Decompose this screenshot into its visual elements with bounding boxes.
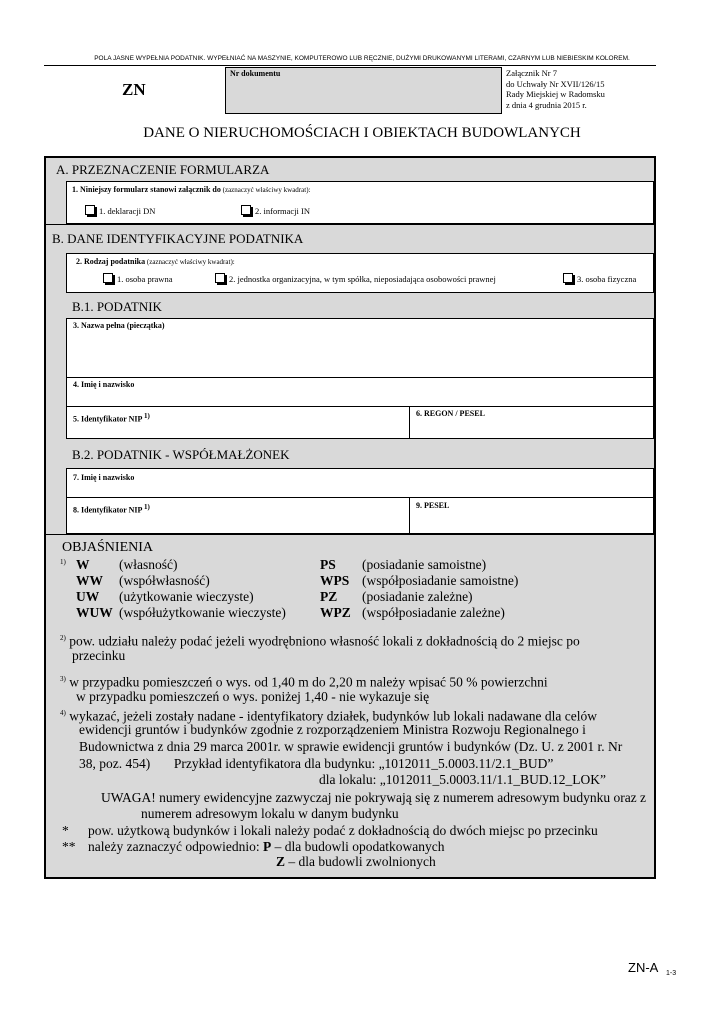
abbr-desc: (własność) xyxy=(119,557,178,572)
note-4-line3: Budownictwa z dnia 29 marca 2001r. w sprawie ewidencji gruntów i budynków (Dz. U. z 2001 r. Nr xyxy=(79,739,623,754)
note-3 xyxy=(60,671,548,691)
checkbox-icon[interactable] xyxy=(103,273,113,283)
note-4-line1: wykazać, jeżeli zostały nadane - identyfikatory działek, budynków lub lokali nadawane dla celów xyxy=(65,708,598,724)
option-dn-label: 1. deklaracji DN xyxy=(99,206,156,216)
checkbox-icon[interactable] xyxy=(85,205,95,215)
footer-page: 1-3 xyxy=(666,970,677,977)
p-code: P xyxy=(263,839,272,854)
option-organizational-unit-label: 2. jednostka organizacyjna, w tym spółka, nieposiadająca osobowości prawnej xyxy=(229,274,496,284)
abbr-desc: (posiadanie samoistne) xyxy=(362,557,487,572)
z-code: Z xyxy=(276,854,286,869)
option-organizational-unit[interactable] xyxy=(215,273,496,284)
star1-text: pow. użytkową budynków i lokali należy podać z dokładnością do dwóch miejsc po przecinku xyxy=(88,823,598,838)
field-7-label: 7. Imię i nazwisko xyxy=(73,473,135,482)
option-legal-person-label: 1. osoba prawna xyxy=(117,274,173,284)
field-2-note: (zaznaczyć właściwy kwadrat): xyxy=(145,258,235,266)
divider xyxy=(46,534,654,535)
note-2-line2: przecinku xyxy=(72,648,126,663)
note-3-line1: w przypadku pomieszczeń o wys. od 1,40 m do 2,20 m należy wpisać 50 % powierzchni xyxy=(65,674,548,690)
note-2-line1: pow. udziału należy podać jeżeli wyodrębniono własność lokali z dokładnością do 2 miejsc po xyxy=(65,633,580,649)
field-3-label: 3. Nazwa pełna (pieczątka) xyxy=(73,321,165,330)
field-4-label: 4. Imię i nazwisko xyxy=(73,380,135,389)
section-b1-title: B.1. PODATNIK xyxy=(72,299,162,314)
abbr-code: UW xyxy=(76,589,100,604)
attachment-line2: do Uchwały Nr XVII/126/15 xyxy=(506,78,605,89)
sup-1: 1) xyxy=(60,558,66,566)
option-dn[interactable] xyxy=(85,205,155,216)
section-a-title: A. PRZEZNACZENIE FORMULARZA xyxy=(56,162,270,177)
checkbox-icon[interactable] xyxy=(215,273,225,283)
abbr-code: PS xyxy=(320,557,336,572)
doc-number-label: Nr dokumentu xyxy=(230,69,281,78)
field-1-note: (zaznaczyć właściwy kwadrat): xyxy=(220,186,311,194)
explanations-title: OBJAŚNIENIA xyxy=(62,540,153,555)
abbr-code: WPS xyxy=(320,573,350,588)
attachment-line1: Załącznik Nr 7 xyxy=(506,68,557,78)
p-text: – dla budowli opodatkowanych xyxy=(271,839,445,854)
z-line xyxy=(276,854,436,870)
abbr-desc: (współużytkowanie wieczyste) xyxy=(119,605,286,620)
warning-line1: UWAGA! numery ewidencyjne zazwyczaj nie pokrywają się z numerem adresowym budynku oraz z xyxy=(101,790,647,805)
field-9-box[interactable] xyxy=(409,497,654,534)
field-5-sup: 1) xyxy=(143,412,150,420)
field-9-label: 9. PESEL xyxy=(416,501,450,510)
field-6-box[interactable] xyxy=(409,406,654,439)
abbr-desc: (współposiadanie zależne) xyxy=(362,605,505,620)
abbr-code: W xyxy=(76,557,90,572)
field-5-label: 5. Identyfikator NIP xyxy=(73,414,144,424)
attachment-line3: Rady Miejskiej w Radomsku xyxy=(506,89,605,99)
field-4-box[interactable] xyxy=(66,377,654,407)
field-2-box xyxy=(66,253,654,293)
abbr-desc: (współwłasność) xyxy=(119,573,210,588)
option-natural-person[interactable] xyxy=(563,273,636,284)
sup-3: 3) xyxy=(60,675,66,683)
section-b-title: B. DANE IDENTYFIKACYJNE PODATNIKA xyxy=(52,231,304,246)
divider xyxy=(46,224,654,225)
abbr-code: WUW xyxy=(76,605,113,620)
abbr-code: PZ xyxy=(320,589,338,604)
sup-2: 2) xyxy=(60,634,66,642)
note-4-line5: dla lokalu: „1012011_5.0003.11/1.1_BUD.12_LOK” xyxy=(319,772,606,787)
section-b2-title: B.2. PODATNIK - WSPÓŁMAŁŻONEK xyxy=(72,447,290,462)
field-6-label: 6. REGON / PESEL xyxy=(416,409,485,418)
star2-mark: ** xyxy=(62,839,76,854)
abbr-code: WPZ xyxy=(320,605,351,620)
field-1-box xyxy=(66,181,654,224)
star2-line xyxy=(88,839,445,855)
attachment-info xyxy=(506,68,605,110)
top-notice: POLA JASNE WYPEŁNIA PODATNIK. WYPEŁNIAĆ NA MASZYNIE, KOMPUTEROWO LUB RĘCZNIE, DUŻYMI DRUKOWANYMI LITERAMI, CZARNYM LUB NIEBIESKIM KOLOREM. xyxy=(94,55,630,62)
field-3-box[interactable] xyxy=(66,318,654,378)
field-2-label: 2. Rodzaj podatnika xyxy=(76,257,146,266)
field-8-box[interactable] xyxy=(66,497,410,534)
star2-text: należy zaznaczyć odpowiednio: xyxy=(88,839,264,854)
footer-code: ZN-A xyxy=(628,960,659,975)
option-legal-person[interactable] xyxy=(103,273,172,284)
option-in-label: 2. informacji IN xyxy=(255,206,310,216)
sup-4: 4) xyxy=(60,709,66,717)
field-1-label: 1. Niniejszy formularz stanowi załącznik do xyxy=(72,185,221,194)
checkbox-icon[interactable] xyxy=(563,273,573,283)
option-in[interactable] xyxy=(241,205,310,216)
attachment-line4: z dnia 4 grudnia 2015 r. xyxy=(506,99,587,110)
main-title: DANE O NIERUCHOMOŚCIACH I OBIEKTACH BUDOWLANYCH xyxy=(143,125,581,141)
abbr-desc: (użytkowanie wieczyste) xyxy=(119,589,254,604)
abbr-desc: (posiadanie zależne) xyxy=(362,589,473,604)
note-3-line2: w przypadku pomieszczeń o wys. poniżej 1,40 - nie wykazuje się xyxy=(76,689,430,704)
doc-number-field[interactable] xyxy=(225,67,502,114)
note-4-line2: ewidencji gruntów i budynków zgodnie z rozporządzeniem Ministra Rozwoju Regionalnego i xyxy=(79,722,586,737)
form-code: ZN xyxy=(122,80,146,99)
field-8-sup: 1) xyxy=(143,503,150,511)
field-8-label: 8. Identyfikator NIP xyxy=(73,505,144,515)
field-7-box[interactable] xyxy=(66,468,654,498)
option-natural-person-label: 3. osoba fizyczna xyxy=(577,274,637,284)
star1-mark: * xyxy=(62,823,69,838)
top-rule xyxy=(44,65,656,66)
note-2 xyxy=(60,630,580,650)
abbr-desc: (współposiadanie samoistne) xyxy=(362,573,519,588)
note-4-line4: 38, poz. 454) Przykład identyfikatora dla budynku: „1012011_5.0003.11/2.1_BUD” xyxy=(79,756,554,771)
field-5-box[interactable] xyxy=(66,406,410,439)
z-text: – dla budowli zwolnionych xyxy=(285,854,436,869)
warning-line2: numerem adresowym lokalu w danym budynku xyxy=(141,806,399,821)
checkbox-icon[interactable] xyxy=(241,205,251,215)
abbr-code: WW xyxy=(76,573,103,588)
